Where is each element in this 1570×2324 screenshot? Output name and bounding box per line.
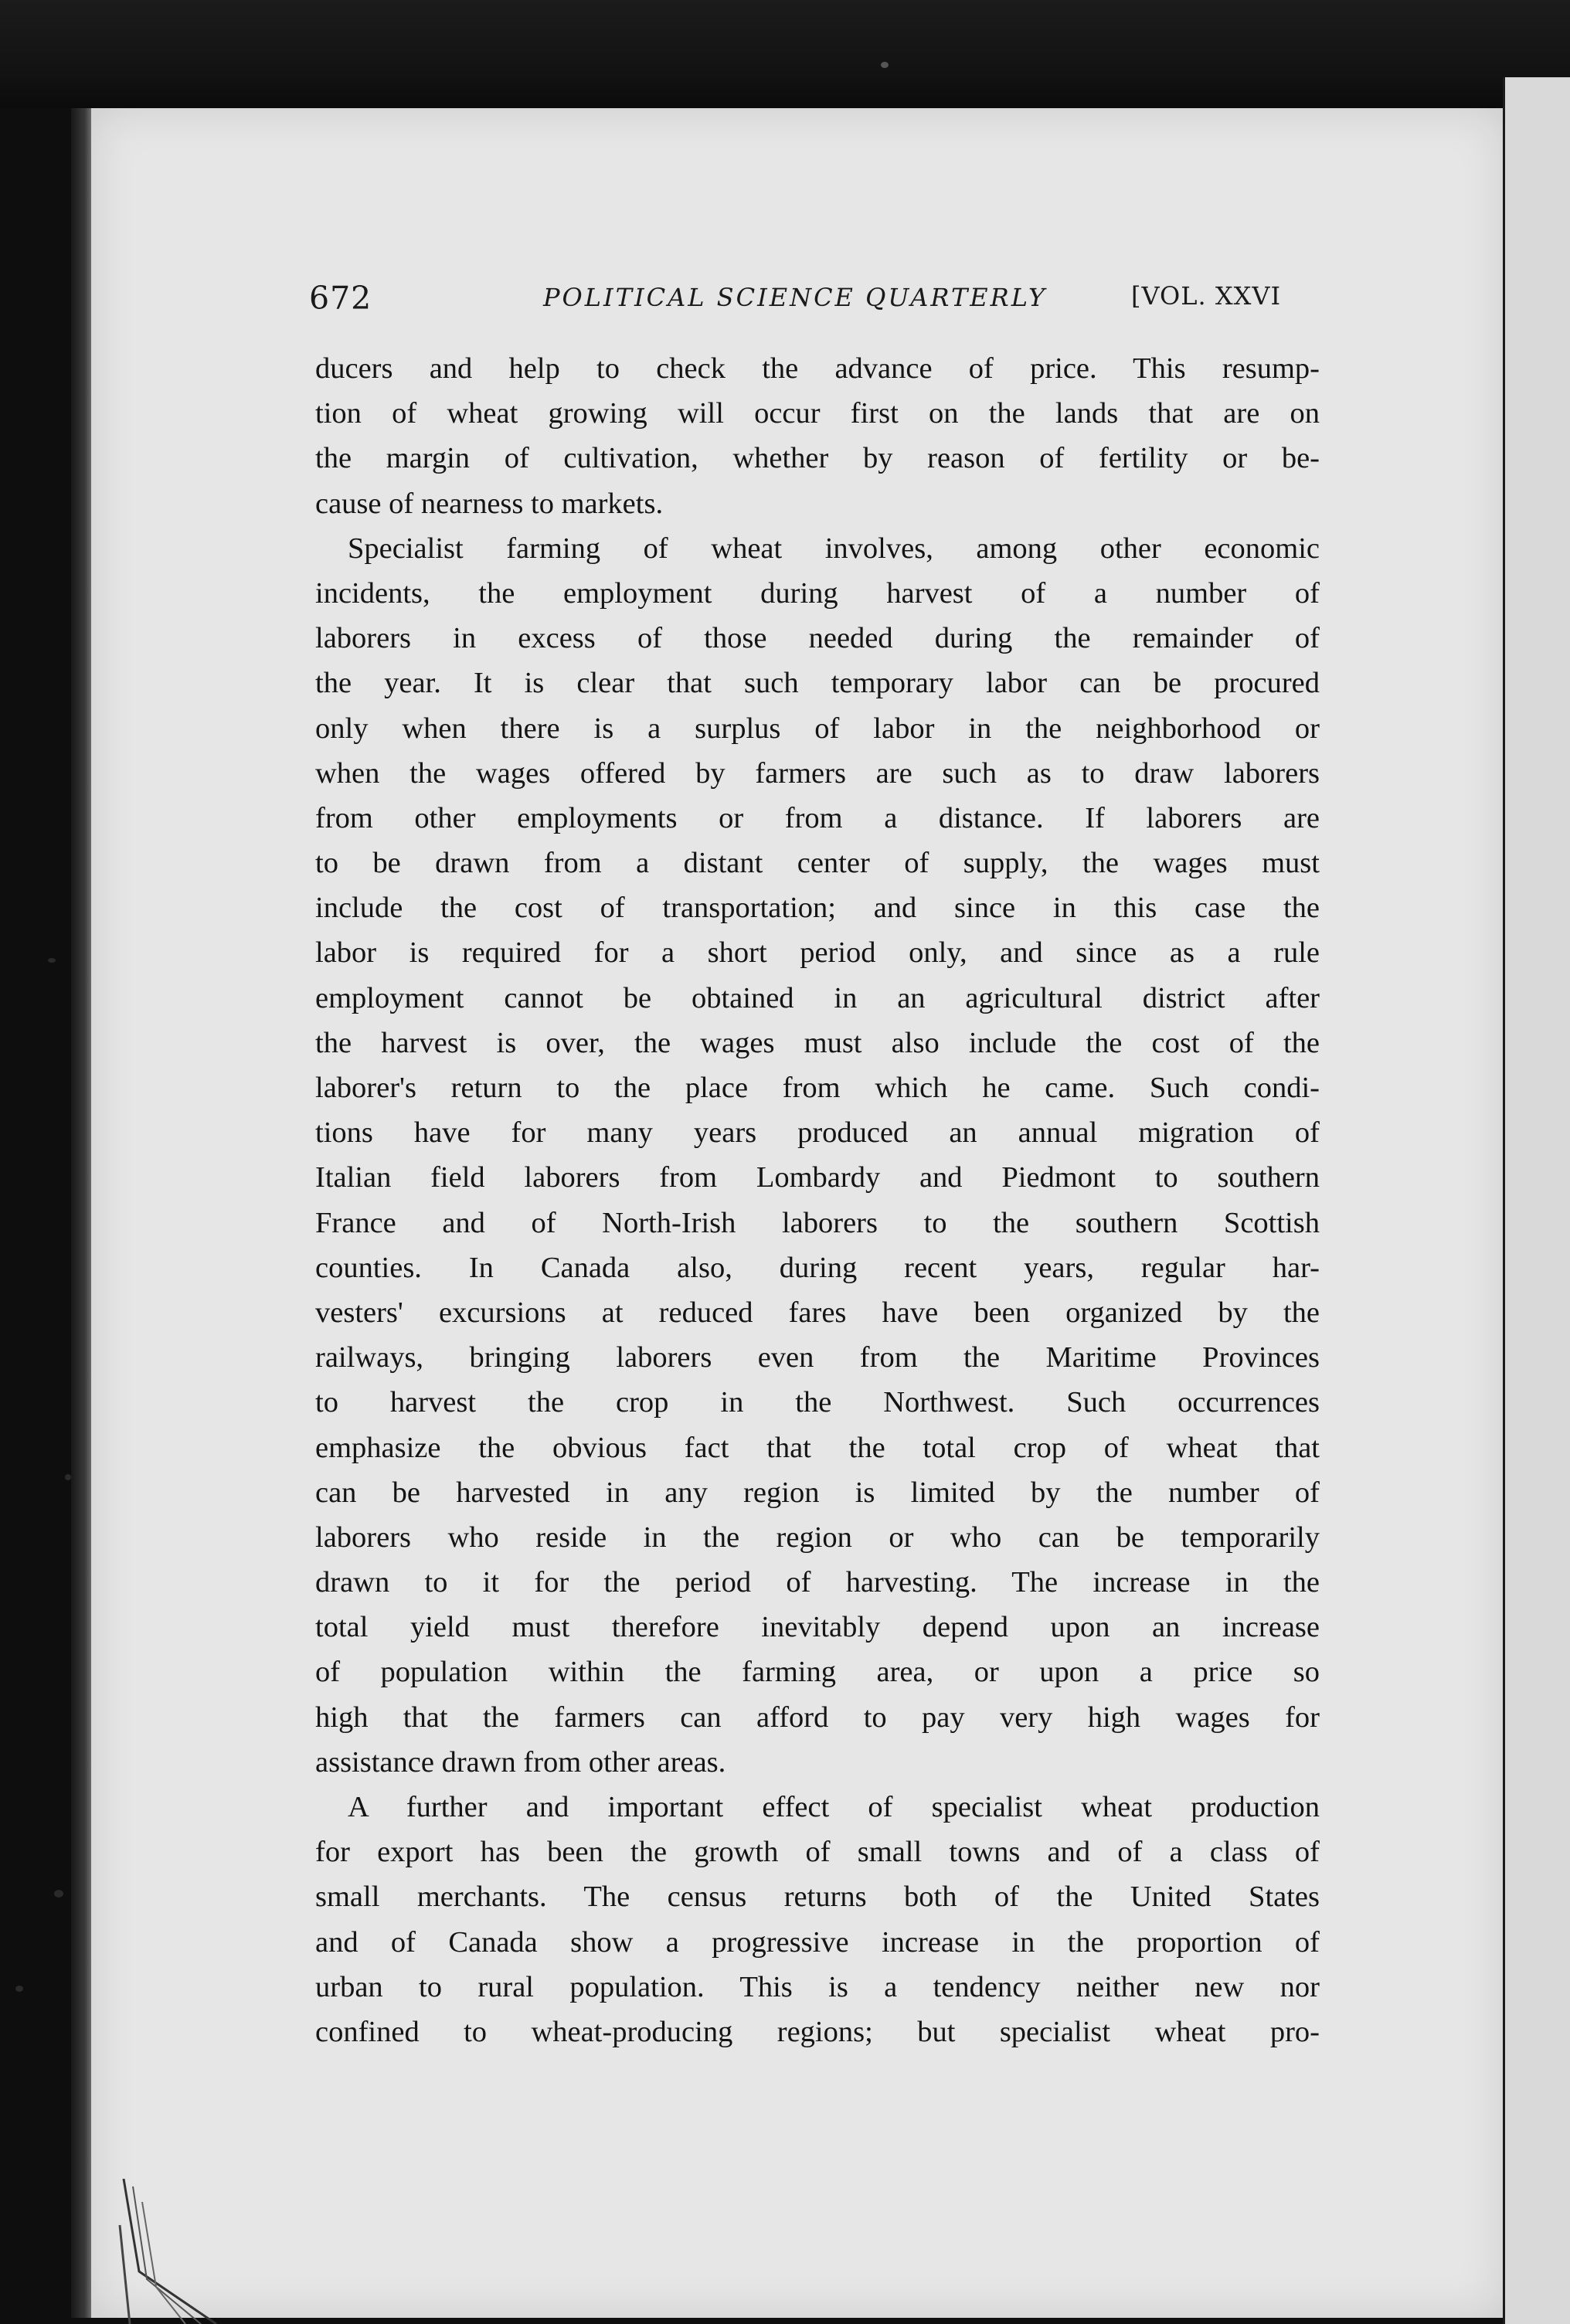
paragraph: [315, 1785, 1320, 2054]
text-line: vesters' excursions at reduced fares have been organized by the: [315, 1296, 1320, 1329]
text-line: to harvest the crop in the Northwest. Such occurrences: [315, 1386, 1320, 1419]
scan-speck: [881, 62, 889, 68]
page-corner-fold: [116, 2179, 240, 2324]
text-line: to be drawn from a distant center of supply, the wages must: [315, 847, 1320, 880]
text-line: the harvest is over, the wages must also include the cost of the: [315, 1026, 1320, 1059]
paragraph: [315, 526, 1320, 1785]
text-line: the year. It is clear that such temporary labor can be procured: [315, 667, 1320, 700]
text-line: railways, bringing laborers even from the Maritime Provinces: [315, 1341, 1320, 1374]
text-line: tions have for many years produced an annual migration of: [315, 1116, 1320, 1150]
text-line: laborers who reside in the region or who can be temporarily: [315, 1520, 1320, 1554]
text-line: include the cost of transportation; and since in this case the: [315, 892, 1320, 925]
text-line: urban to rural population. This is a tendency neither new nor: [315, 1970, 1320, 2003]
scan-speck: [65, 1474, 71, 1480]
adjacent-page-strip: [1505, 77, 1570, 2324]
text-line: total yield must therefore inevitably depend upon an increase: [315, 1611, 1320, 1644]
scan-speck: [48, 958, 56, 963]
text-line: when the wages offered by farmers are such as to draw laborers: [315, 756, 1320, 790]
text-line: the margin of cultivation, whether by reason of fertility or be-: [315, 442, 1320, 475]
text-line: and of Canada show a progressive increase in the proportion of: [315, 1925, 1320, 1959]
text-line: drawn to it for the period of harvesting. The increase in the: [315, 1566, 1320, 1599]
text-line: only when there is a surplus of labor in the neighborhood or: [315, 712, 1320, 745]
text-line: Italian field laborers from Lombardy and Piedmont to southern: [315, 1161, 1320, 1194]
paragraph: [315, 346, 1320, 526]
text-line: cause of nearness to markets.: [315, 487, 664, 520]
text-line: laborer's return to the place from which he came. Such condi-: [315, 1072, 1320, 1104]
text-line: for export has been the growth of small towns and of a class of: [315, 1836, 1320, 1869]
text-line: of population within the farming area, or upon a price so: [315, 1656, 1320, 1689]
text-line: emphasize the obvious fact that the total crop of wheat that: [315, 1431, 1320, 1464]
text-line: laborers in excess of those needed during the remainder of: [315, 622, 1320, 655]
volume-label: [VOL. XXVI: [1131, 281, 1282, 311]
text-line: incidents, the employment during harvest of a number of: [315, 576, 1320, 610]
page-number: 672: [309, 280, 372, 317]
text-line: confined to wheat-producing regions; but specialist wheat pro-: [315, 2015, 1320, 2048]
scan-speck: [15, 1986, 23, 1992]
text-line: high that the farmers can afford to pay very high wages for: [315, 1701, 1320, 1734]
text-line: from other employments or from a distance. If laborers are: [315, 801, 1320, 834]
text-line: A further and important effect of specialist wheat production: [348, 1791, 1320, 1823]
text-line: employment cannot be obtained in an agricultural district after: [315, 981, 1320, 1014]
text-line: France and of North-Irish laborers to the southern Scottish: [315, 1206, 1320, 1239]
scan-top-border: [0, 0, 1570, 108]
running-head: [309, 275, 1313, 321]
body-text: [315, 346, 1320, 2054]
text-line: counties. In Canada also, during recent years, regular har-: [315, 1251, 1320, 1284]
text-line: labor is required for a short period only, and since as a rule: [315, 936, 1320, 970]
text-line: assistance drawn from other areas.: [315, 1745, 726, 1779]
journal-title: POLITICAL SCIENCE QUARTERLY: [543, 283, 1048, 312]
text-line: Specialist farming of wheat involves, among other economic: [348, 532, 1320, 565]
text-line: tion of wheat growing will occur first on the lands that are on: [315, 397, 1320, 430]
text-line: ducers and help to check the advance of price. This resump-: [315, 352, 1320, 385]
scan-speck: [54, 1890, 63, 1898]
text-line: can be harvested in any region is limited by the number of: [315, 1476, 1320, 1509]
text-line: small merchants. The census returns both of the United States: [315, 1881, 1320, 1914]
